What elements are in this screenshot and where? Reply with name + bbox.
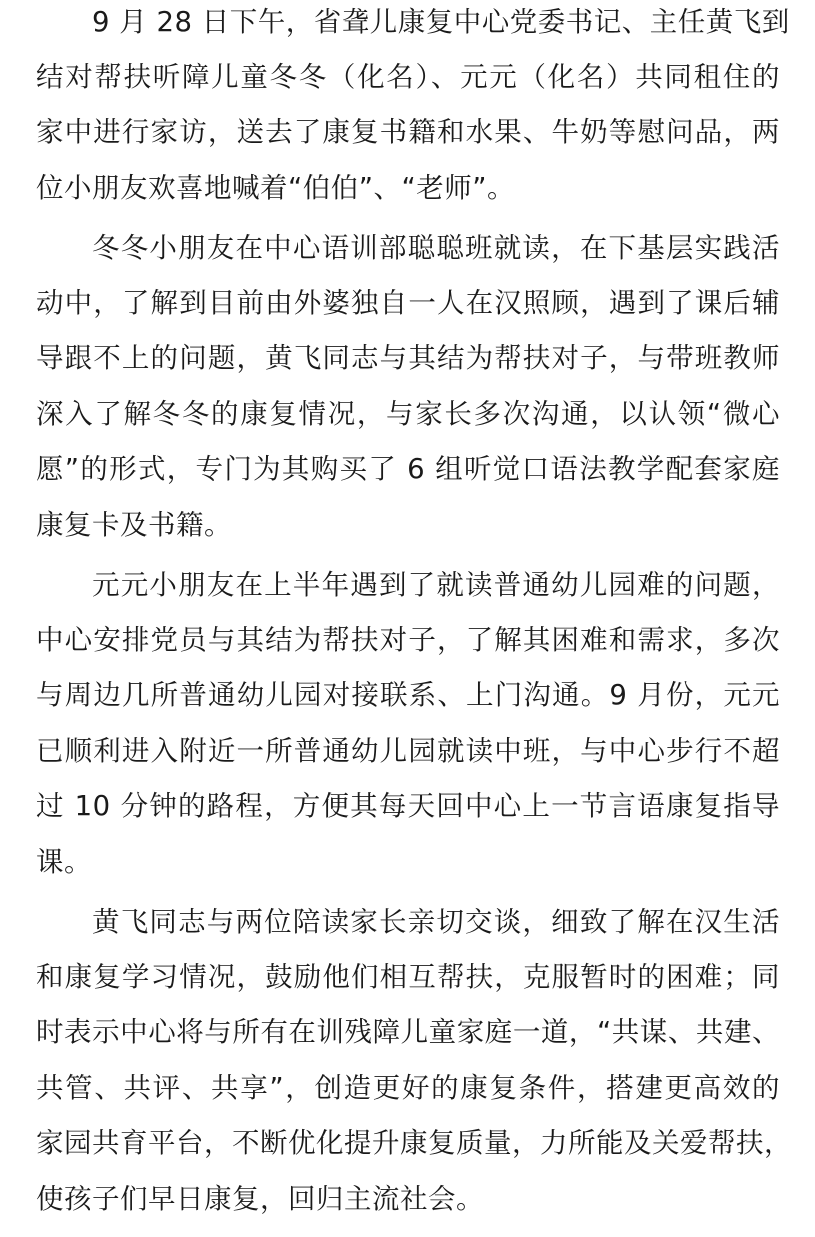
- paragraph-3-line-2: 中心安排党员与其结为帮扶对子，了解其困难和需求，多次: [36, 624, 780, 656]
- paragraph-4-line-6: 使孩子们早日康复，回归主流社会。: [36, 1183, 484, 1215]
- paragraph-2-line-2: 动中，了解到目前由外婆独自一人在汉照顾，遇到了课后辅: [36, 287, 780, 319]
- paragraph-1-line-2: 结对帮扶听障儿童冬冬（化名）、元元（化名）共同租住的: [36, 61, 780, 93]
- paragraph-4-line-4: 共管、共评、共享”，创造更好的康复条件，搭建更高效的: [36, 1072, 780, 1104]
- paragraph-3-line-1: 元元小朋友在上半年遇到了就读普通幼儿园难的问题，: [92, 569, 780, 601]
- paragraph-2-line-1: 冬冬小朋友在中心语训部聪聪班就读，在下基层实践活: [92, 232, 780, 264]
- paragraph-3-line-5: 过 10 分钟的路程，方便其每天回中心上一节言语康复指导: [36, 790, 780, 822]
- paragraph-4-line-3: 时表示中心将与所有在训残障儿童家庭一道，“共谋、共建、: [36, 1016, 780, 1048]
- paragraph-2-line-6: 康复卡及书籍。: [36, 509, 232, 541]
- paragraph-2-line-5: 愿”的形式，专门为其购买了 6 组听觉口语法教学配套家庭: [36, 453, 780, 485]
- paragraph-4-line-5: 家园共育平台，不断优化提升康复质量，力所能及关爱帮扶，: [36, 1127, 792, 1159]
- paragraph-2-line-4: 深入了解冬冬的康复情况，与家长多次沟通，以认领“微心: [36, 398, 780, 430]
- paragraph-3-line-6: 课。: [36, 846, 92, 878]
- paragraph-1-line-1: 9 月 28 日下午，省聋儿康复中心党委书记、主任黄飞到: [92, 6, 790, 38]
- paragraph-3-line-3: 与周边几所普通幼儿园对接联系、上门沟通。9 月份，元元: [36, 679, 780, 711]
- paragraph-1-line-4: 位小朋友欢喜地喊着“伯伯”、“老师”。: [36, 172, 515, 204]
- paragraph-2-line-3: 导跟不上的问题，黄飞同志与其结为帮扶对子，与带班教师: [36, 342, 780, 374]
- paragraph-3-line-4: 已顺利进入附近一所普通幼儿园就读中班，与中心步行不超: [36, 735, 780, 767]
- paragraph-1-line-3: 家中进行家访，送去了康复书籍和水果、牛奶等慰问品，两: [36, 116, 780, 148]
- paragraph-4-line-2: 和康复学习情况，鼓励他们相互帮扶，克服暂时的困难；同: [36, 961, 780, 993]
- paragraph-4-line-1: 黄飞同志与两位陪读家长亲切交谈，细致了解在汉生活: [92, 906, 780, 938]
